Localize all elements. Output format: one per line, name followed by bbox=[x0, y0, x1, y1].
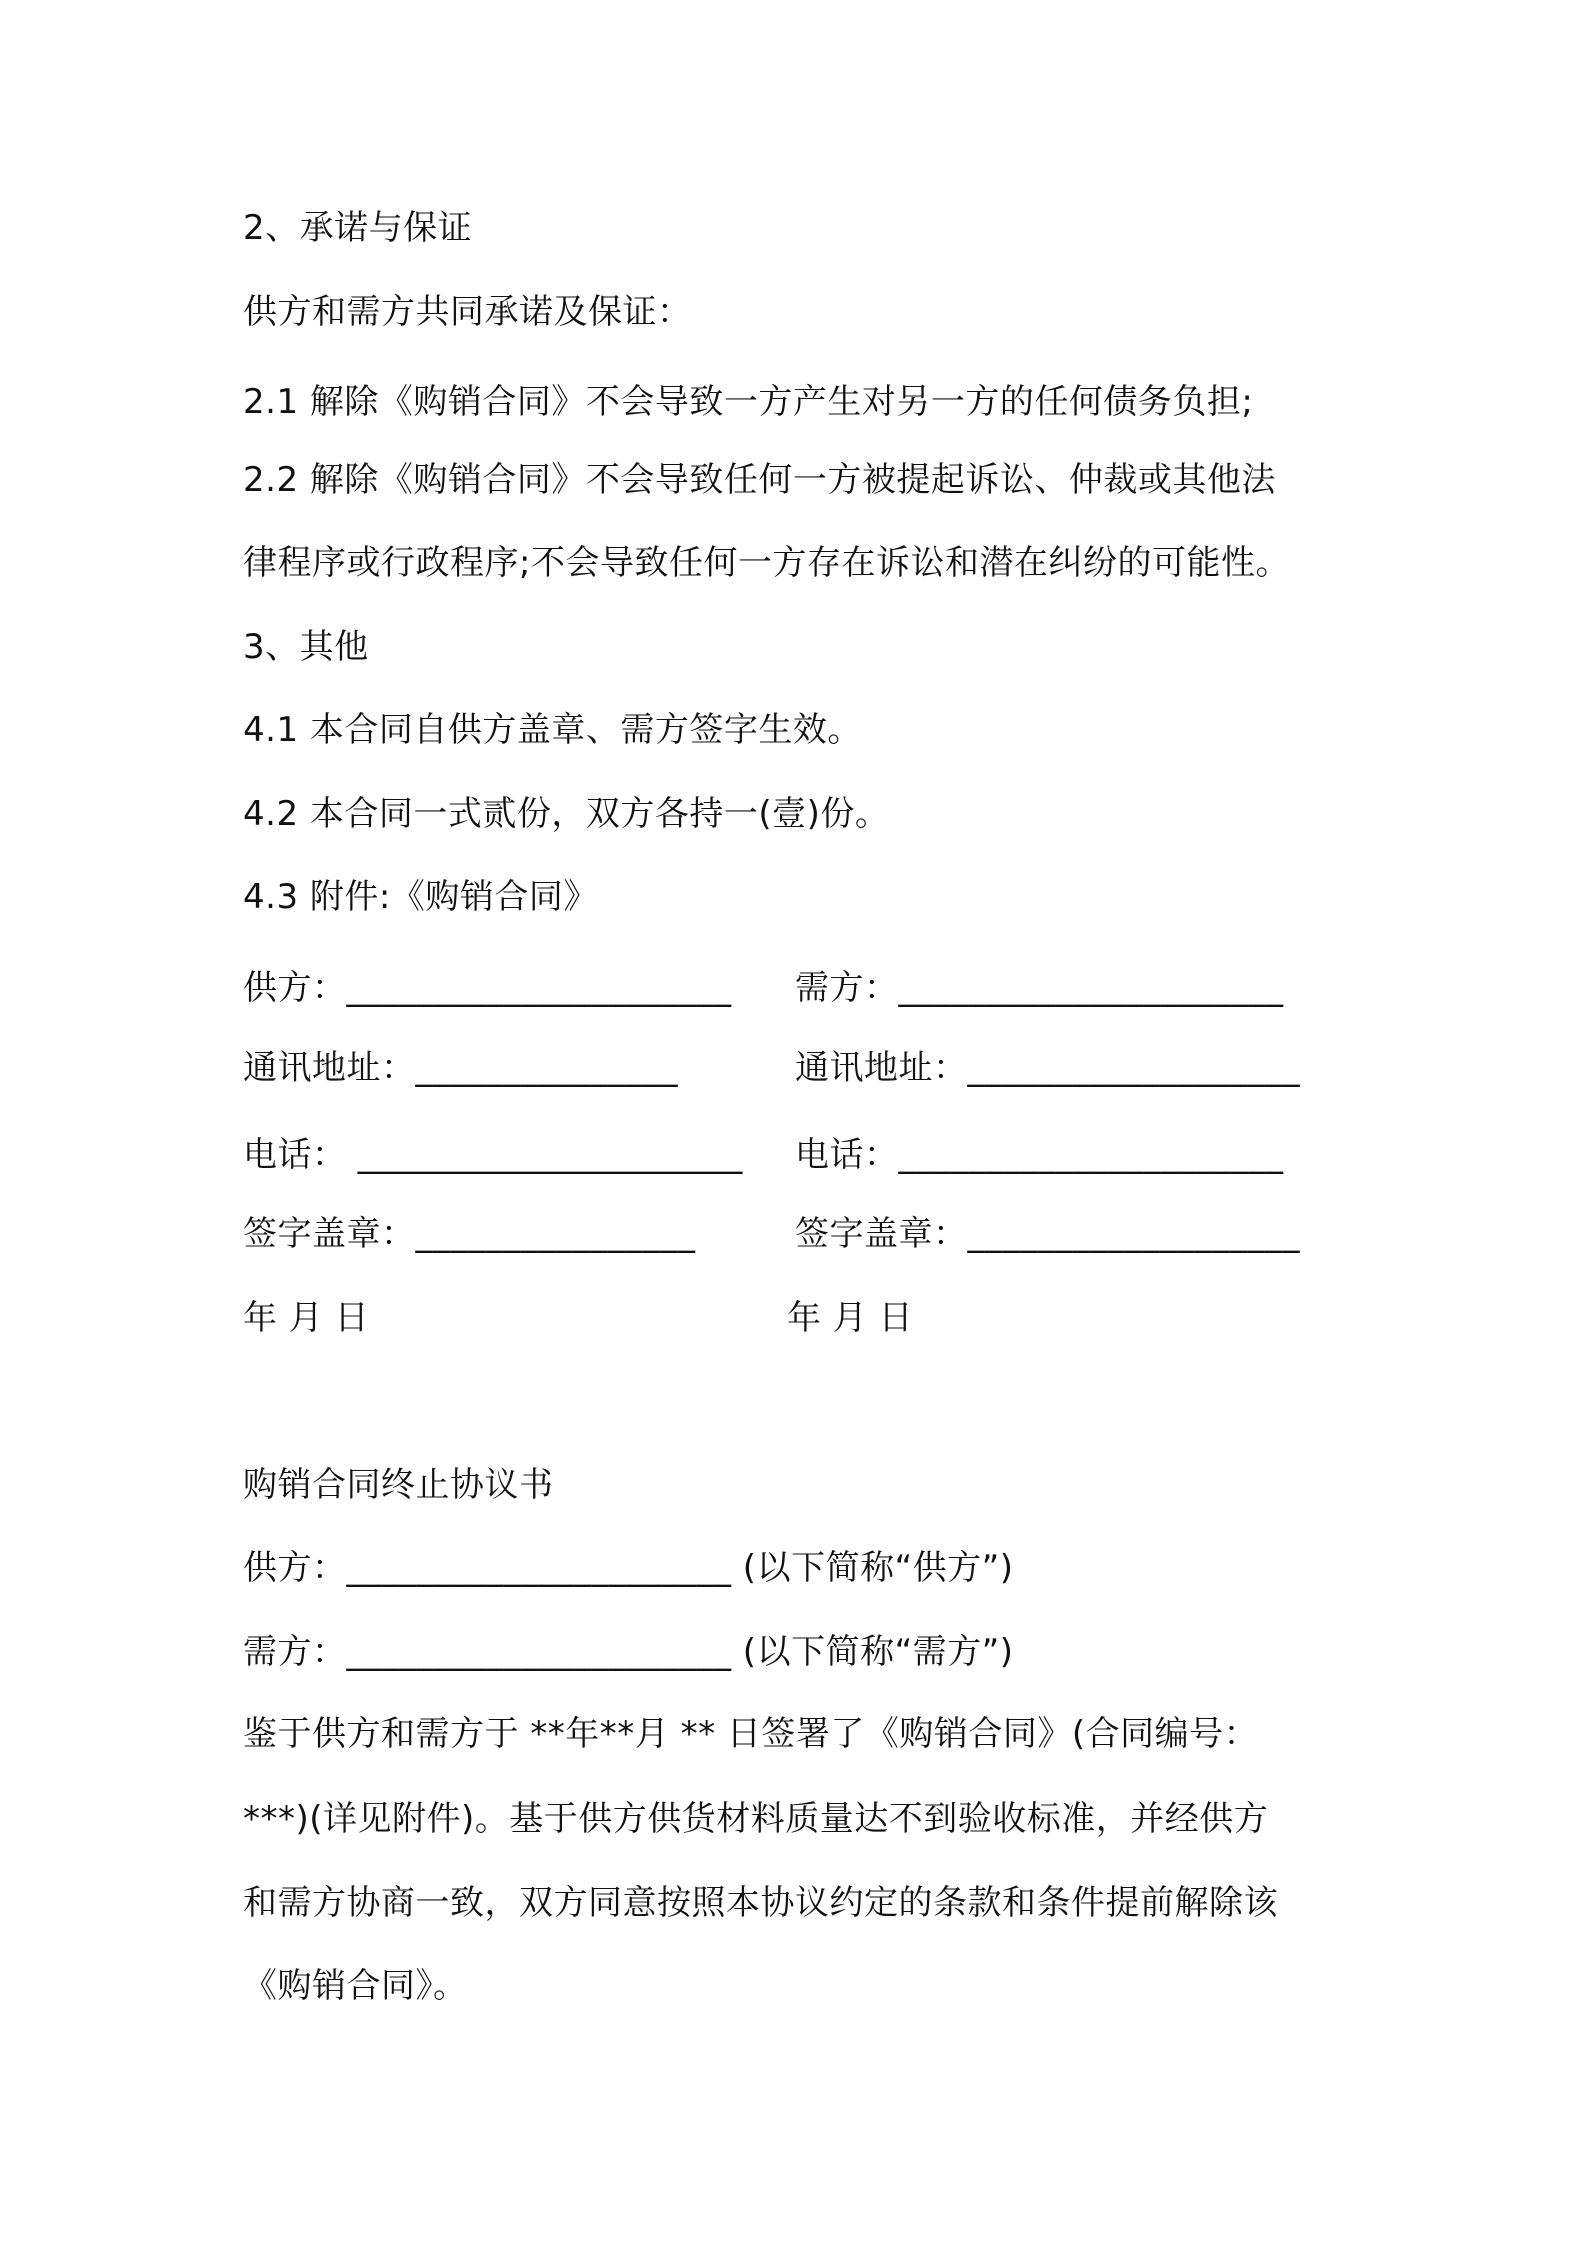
agreement-title: 购销合同终止协议书 bbox=[243, 1465, 554, 1505]
buyer-address-line: 通讯地址：___________________ bbox=[795, 1048, 1300, 1088]
supplier-phone-line: 电话： ______________________ bbox=[243, 1135, 743, 1175]
section-2-intro: 供方和需方共同承诺及保证： bbox=[243, 292, 692, 332]
agreement-buyer-line: 需方：______________________ (以下简称“需方”) bbox=[243, 1632, 1014, 1672]
clause-4-3: 4.3 附件:《购销合同》 bbox=[243, 877, 598, 917]
agreement-supplier-line: 供方：______________________ (以下简称“供方”) bbox=[243, 1548, 1014, 1588]
buyer-signature-line: 需方：______________________ bbox=[795, 968, 1284, 1008]
clause-2-2-line1: 2.2 解除《购销合同》不会导致任何一方被提起诉讼、仲裁或其他法 bbox=[243, 460, 1276, 500]
agreement-body-line1: 鉴于供方和需方于 **年**月 ** 日签署了《购销合同》(合同编号： bbox=[243, 1714, 1259, 1754]
supplier-signature-line: 供方：______________________ bbox=[243, 968, 732, 1008]
clause-4-1: 4.1 本合同自供方盖章、需方签字生效。 bbox=[243, 710, 862, 750]
clause-4-2: 4.2 本合同一式贰份，双方各持一(壹)份。 bbox=[243, 794, 890, 834]
section-2-heading: 2、承诺与保证 bbox=[243, 208, 473, 248]
buyer-phone-line: 电话：______________________ bbox=[795, 1135, 1284, 1175]
clause-2-1: 2.1 解除《购销合同》不会导致一方产生对另一方的任何债务负担; bbox=[243, 382, 1254, 422]
supplier-address-line: 通讯地址：_______________ bbox=[243, 1048, 678, 1088]
agreement-body-line2: ***)(详见附件)。基于供方供货材料质量达不到验收标准，并经供方 bbox=[243, 1799, 1269, 1839]
buyer-seal-line: 签字盖章：___________________ bbox=[795, 1214, 1300, 1254]
agreement-body-line4: 《购销合同》。 bbox=[243, 1966, 468, 2006]
section-3-heading: 3、其他 bbox=[243, 627, 369, 667]
supplier-date-line: 年 月 日 bbox=[243, 1298, 370, 1338]
clause-2-2-line2: 律程序或行政程序;不会导致任何一方存在诉讼和潜在纠纷的可能性。 bbox=[243, 543, 1290, 583]
agreement-body-line3: 和需方协商一致，双方同意按照本协议约定的条款和条件提前解除该 bbox=[243, 1883, 1278, 1923]
buyer-date-line: 年 月 日 bbox=[787, 1298, 914, 1338]
supplier-seal-line: 签字盖章：________________ bbox=[243, 1214, 696, 1254]
